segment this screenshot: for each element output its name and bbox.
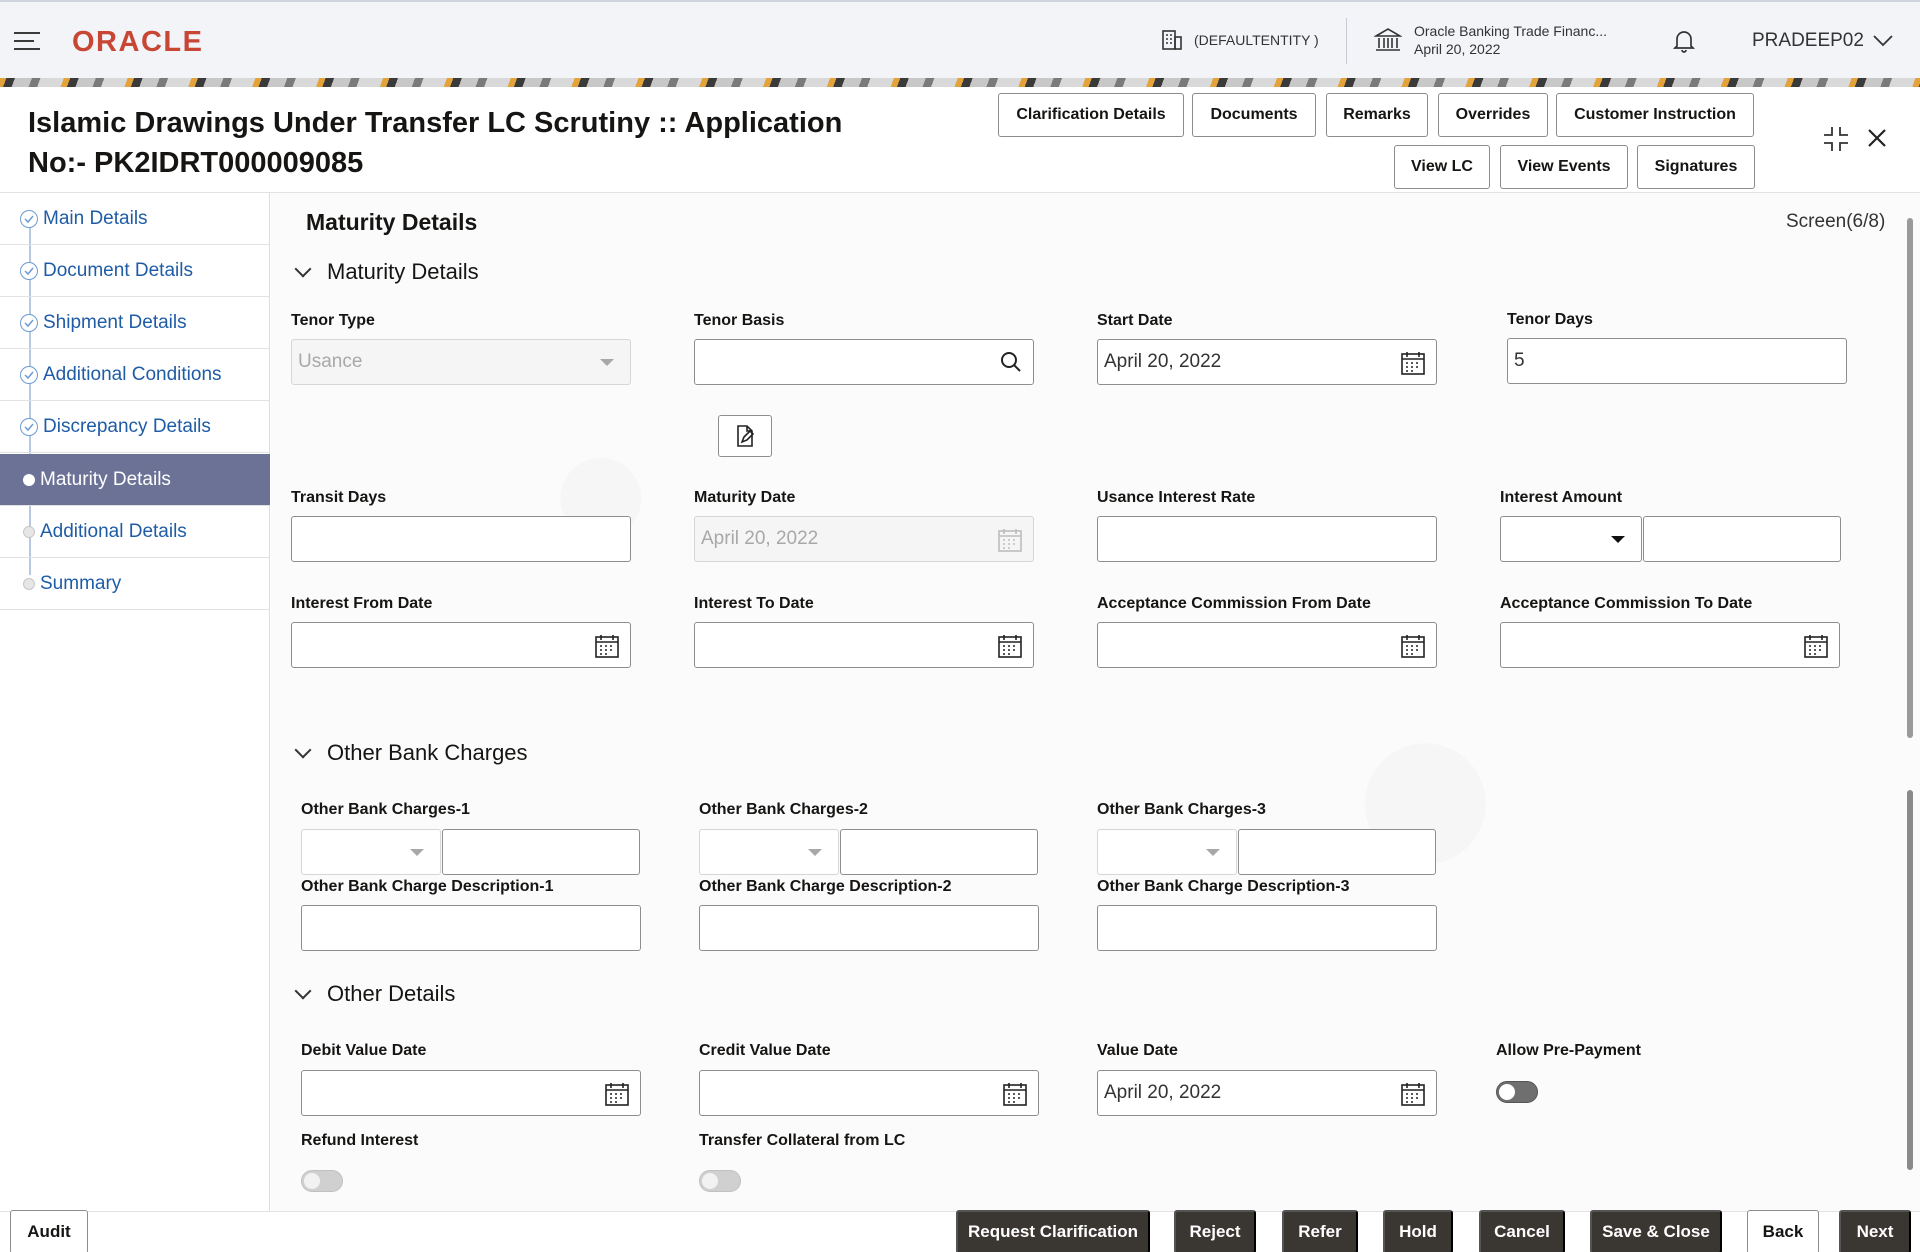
check-circle-icon: [20, 418, 38, 436]
document-edit-button[interactable]: [718, 415, 772, 457]
refund-interest-label: Refund Interest: [301, 1132, 419, 1149]
pending-step-icon: [23, 578, 35, 590]
transfer-collateral-label: Transfer Collateral from LC: [699, 1132, 906, 1149]
overrides-button[interactable]: Overrides: [1438, 93, 1548, 137]
subsection-title: Other Details: [327, 981, 456, 1006]
transfer-collateral-toggle[interactable]: [699, 1170, 741, 1192]
credit-value-date-input[interactable]: [699, 1070, 1039, 1116]
subsection-title: Other Bank Charges: [327, 740, 528, 765]
top-header: [0, 0, 1920, 78]
user-name: PRADEEP02: [1752, 30, 1864, 51]
refer-button[interactable]: Refer: [1282, 1210, 1358, 1252]
entity-label: (DEFAULTENTITY ): [1194, 32, 1319, 48]
sidebar-item-label: Main Details: [43, 207, 148, 229]
back-button[interactable]: Back: [1747, 1210, 1819, 1252]
close-icon[interactable]: [1866, 127, 1888, 154]
maturity-date-label: Maturity Date: [694, 489, 796, 506]
sidebar-item-label: Additional Details: [40, 520, 187, 542]
document-edit-icon: [734, 424, 756, 448]
other-bank-charges-1-amount[interactable]: [442, 829, 640, 875]
tenor-basis-label: Tenor Basis: [694, 312, 785, 329]
caret-down-icon: [410, 849, 424, 856]
chevron-down-icon: [295, 261, 312, 278]
debit-value-date-label: Debit Value Date: [301, 1042, 427, 1059]
calendar-icon[interactable]: [1803, 633, 1829, 665]
charge-description-2-input[interactable]: [699, 905, 1039, 951]
acceptance-commission-from-label: Acceptance Commission From Date: [1097, 595, 1371, 612]
view-lc-button[interactable]: View LC: [1394, 145, 1490, 189]
calendar-icon[interactable]: [1002, 1081, 1028, 1113]
scrollbar-thumb[interactable]: [1907, 790, 1913, 1170]
sidebar-item-label: Additional Conditions: [43, 363, 222, 385]
sidebar-item-document-details[interactable]: [0, 245, 270, 297]
allow-prepayment-toggle[interactable]: [1496, 1081, 1538, 1103]
acceptance-commission-to-label: Acceptance Commission To Date: [1500, 595, 1753, 612]
page-title: [28, 103, 868, 183]
credit-value-date-label: Credit Value Date: [699, 1042, 831, 1059]
sidebar-nav: [0, 193, 270, 1211]
maturity-details-header[interactable]: [293, 259, 479, 285]
maturity-date-value: April 20, 2022: [701, 528, 819, 549]
other-bank-charges-3-amount[interactable]: [1238, 829, 1436, 875]
interest-from-date-label: Interest From Date: [291, 595, 433, 612]
other-bank-charges-3-label: Other Bank Charges-3: [1097, 801, 1266, 818]
tenor-days-value: 5: [1514, 350, 1525, 371]
sidebar-item-label: Maturity Details: [40, 468, 171, 490]
interest-to-date-label: Interest To Date: [694, 595, 814, 612]
hold-button[interactable]: Hold: [1383, 1210, 1453, 1252]
sidebar-item-additional-details[interactable]: [0, 506, 270, 558]
check-circle-icon: [20, 210, 38, 228]
charge-description-3-input[interactable]: [1097, 905, 1437, 951]
sidebar-item-label: Document Details: [43, 259, 193, 281]
view-events-button[interactable]: View Events: [1500, 145, 1628, 189]
start-date-value: April 20, 2022: [1104, 351, 1222, 372]
tenor-basis-input[interactable]: [694, 339, 1034, 385]
sidebar-item-discrepancy-details[interactable]: [0, 401, 270, 453]
request-clarification-button[interactable]: Request Clarification: [956, 1210, 1150, 1252]
other-bank-charges-2-label: Other Bank Charges-2: [699, 801, 868, 818]
usance-interest-rate-label: Usance Interest Rate: [1097, 489, 1256, 506]
usance-interest-rate-input[interactable]: [1097, 516, 1437, 562]
caret-down-icon: [808, 849, 822, 856]
transit-days-label: Transit Days: [291, 489, 387, 506]
subsection-title: Maturity Details: [327, 259, 479, 284]
transit-days-input[interactable]: [291, 516, 631, 562]
caret-down-icon: [600, 359, 614, 366]
title-bar: [0, 87, 1920, 193]
charge-description-1-label: Other Bank Charge Description-1: [301, 878, 554, 895]
application-number: No:- PK2IDRT000009085: [28, 147, 364, 179]
menu-icon[interactable]: [14, 32, 40, 50]
caret-down-icon: [1206, 849, 1220, 856]
screen-counter: Screen(6/8): [1786, 211, 1886, 232]
interest-to-date-input[interactable]: [694, 622, 1034, 668]
toggle-knob: [304, 1173, 320, 1189]
section-title: Maturity Details: [306, 209, 478, 235]
calendar-icon[interactable]: [604, 1081, 630, 1113]
main-content: [271, 193, 1920, 1211]
tenor-type-label: Tenor Type: [291, 312, 375, 329]
oracle-logo: ORACLE: [72, 26, 204, 58]
refund-interest-toggle[interactable]: [301, 1170, 343, 1192]
tenor-days-label: Tenor Days: [1507, 311, 1593, 328]
start-date-input[interactable]: [1097, 339, 1437, 385]
bank-date: April 20, 2022: [1414, 41, 1501, 57]
chevron-down-icon: [295, 742, 312, 759]
decorative-banner: [0, 78, 1920, 87]
value-date-value: April 20, 2022: [1104, 1082, 1222, 1103]
header-divider: [1346, 18, 1347, 64]
search-icon[interactable]: [999, 350, 1023, 380]
calendar-icon[interactable]: [997, 633, 1023, 665]
other-bank-charges-header[interactable]: [293, 740, 528, 766]
interest-amount-currency-select[interactable]: [1500, 516, 1642, 562]
charge-description-2-label: Other Bank Charge Description-2: [699, 878, 952, 895]
sidebar-item-summary[interactable]: [0, 558, 270, 610]
remarks-button[interactable]: Remarks: [1326, 93, 1428, 137]
scrollbar-track-segment: [1907, 218, 1913, 738]
sidebar-item-maturity-details[interactable]: [0, 454, 270, 506]
check-circle-icon: [20, 314, 38, 332]
cancel-button[interactable]: Cancel: [1479, 1210, 1565, 1252]
other-bank-charges-1-label: Other Bank Charges-1: [301, 801, 470, 818]
sidebar-item-main-details[interactable]: [0, 193, 270, 245]
other-details-header[interactable]: [293, 981, 455, 1007]
toggle-knob: [1499, 1084, 1515, 1100]
tenor-days-input[interactable]: [1507, 338, 1847, 384]
interest-amount-label: Interest Amount: [1500, 489, 1623, 506]
tenor-type-value: Usance: [298, 351, 363, 372]
value-date-input[interactable]: [1097, 1070, 1437, 1116]
acceptance-commission-to-input[interactable]: [1500, 622, 1840, 668]
customer-instruction-button[interactable]: Customer Instruction: [1556, 93, 1754, 137]
sidebar-item-label: Discrepancy Details: [43, 415, 211, 437]
calendar-icon: [997, 527, 1023, 559]
footer-bar: [0, 1211, 1920, 1252]
charge-description-1-input[interactable]: [301, 905, 641, 951]
compress-icon[interactable]: [1822, 125, 1850, 158]
charge-description-3-label: Other Bank Charge Description-3: [1097, 878, 1350, 895]
sidebar-item-additional-conditions[interactable]: [0, 349, 270, 401]
bank-icon: [1374, 27, 1402, 53]
check-circle-icon: [20, 262, 38, 280]
debit-value-date-input[interactable]: [301, 1070, 641, 1116]
branch-selector[interactable]: [1374, 22, 1607, 58]
reject-button[interactable]: Reject: [1174, 1210, 1256, 1252]
sidebar-item-label: Summary: [40, 572, 122, 594]
next-button[interactable]: Next: [1839, 1210, 1911, 1252]
allow-prepayment-label: Allow Pre-Payment: [1496, 1042, 1641, 1059]
calendar-icon[interactable]: [1400, 1081, 1426, 1113]
bell-icon[interactable]: [1672, 28, 1696, 59]
caret-down-icon: [1611, 536, 1625, 543]
other-bank-charges-1-currency[interactable]: [301, 829, 441, 875]
calendar-icon[interactable]: [1400, 350, 1426, 382]
clarification-details-button[interactable]: Clarification Details: [998, 93, 1184, 137]
sidebar-item-shipment-details[interactable]: [0, 297, 270, 349]
other-bank-charges-2-amount[interactable]: [840, 829, 1038, 875]
audit-button[interactable]: Audit: [10, 1210, 88, 1252]
sidebar-item-label: Shipment Details: [43, 311, 187, 333]
calendar-icon[interactable]: [1400, 633, 1426, 665]
chevron-down-icon: [295, 983, 312, 1000]
calendar-icon[interactable]: [594, 633, 620, 665]
start-date-label: Start Date: [1097, 312, 1173, 329]
building-icon: [1160, 28, 1184, 52]
vertical-scrollbar[interactable]: [1905, 200, 1915, 1205]
current-step-icon: [23, 474, 35, 486]
toggle-knob: [702, 1173, 718, 1189]
interest-amount-input[interactable]: [1643, 516, 1841, 562]
other-bank-charges-3-currency[interactable]: [1097, 829, 1237, 875]
interest-from-date-input[interactable]: [291, 622, 631, 668]
page-title-line1: Islamic Drawings Under Transfer LC Scrutiny :: Application: [28, 107, 843, 139]
maturity-date-input: [694, 516, 1034, 562]
pending-step-icon: [23, 526, 35, 538]
check-circle-icon: [20, 366, 38, 384]
entity-selector[interactable]: [1160, 28, 1319, 52]
documents-button[interactable]: Documents: [1192, 93, 1316, 137]
acceptance-commission-from-input[interactable]: [1097, 622, 1437, 668]
other-bank-charges-2-currency[interactable]: [699, 829, 839, 875]
tenor-type-select[interactable]: [291, 339, 631, 385]
user-menu[interactable]: [1752, 30, 1894, 52]
save-close-button[interactable]: Save & Close: [1590, 1210, 1722, 1252]
bank-name: Oracle Banking Trade Financ...: [1414, 23, 1607, 39]
signatures-button[interactable]: Signatures: [1637, 145, 1755, 189]
chevron-down-icon: [1872, 34, 1894, 48]
value-date-label: Value Date: [1097, 1042, 1178, 1059]
